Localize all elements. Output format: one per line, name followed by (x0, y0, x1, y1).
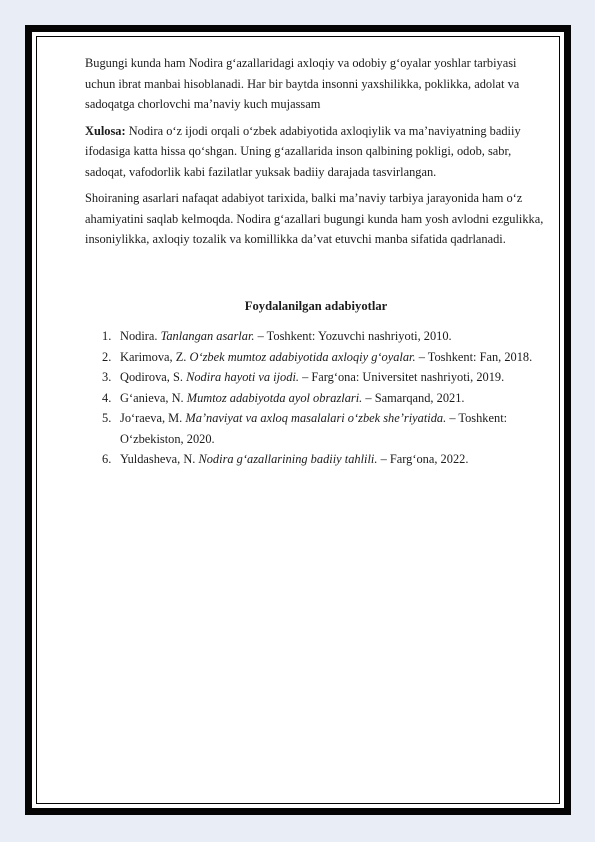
reference-item (85, 326, 547, 347)
reference-number: 3. (102, 370, 112, 384)
reference-publisher: – Farg‘ona, 2022. (377, 452, 469, 466)
reference-title: Nodira g‘azallarining badiiy tahlili. (198, 452, 378, 466)
reference-author: Jo‘raeva, M. (120, 411, 186, 425)
reference-publisher: – Toshkent: O‘zbekiston, 2020. (120, 411, 508, 446)
reference-item (85, 408, 547, 449)
reference-publisher: – Toshkent: Fan, 2018. (415, 349, 533, 364)
reference-title: O‘zbek mumtoz adabiyotida axloqiy g‘oyalar. (189, 349, 416, 364)
paragraph-text: Bugungi kunda ham Nodira g‘azallaridagi axloqiy va odobiy g‘oyalar yoshlar tarbiyasi uchun ibrat manbai hisoblanadi. Har bir baytda insonni yaxshilikka, poklikka, adolat va sadoqatga chorlovchi ma’naviy kuch mujassam (85, 56, 520, 111)
reference-author: Nodira. (120, 329, 161, 343)
paragraph-intro (85, 53, 547, 115)
reference-number: 5. (102, 411, 112, 425)
reference-title: Tanlangan asarlar. (160, 329, 255, 343)
paragraph-text: Shoiraning asarlari nafaqat adabiyot tarixida, balki ma’naviy tarbiya jarayonida ham o‘z ahamiyatini saqlab kelmoqda. Nodira g‘azallari bugungi kunda ham yosh avlodni ezgulikka, insoniylikka, axloqiy tozalik va komillikka da’vat etuvchi manba sifatida qadrlanadi. (85, 191, 544, 246)
reference-title: Nodira hayoti va ijodi. (186, 370, 299, 384)
reference-publisher: – Toshkent: Yozuvchi nashriyoti, 2010. (254, 329, 452, 343)
paragraph-conclusion (85, 121, 547, 183)
references-heading: Foydalanilgan adabiyotlar (244, 298, 388, 313)
reference-number: 1. (102, 329, 112, 343)
reference-number: 4. (102, 390, 112, 405)
reference-item (85, 347, 547, 368)
reference-number: 6. (102, 452, 112, 466)
document-body (85, 53, 547, 470)
paragraph-legacy (85, 188, 547, 250)
reference-author: Karimova, Z. (120, 349, 190, 364)
reference-publisher: – Samarqand, 2021. (362, 390, 465, 405)
reference-item (85, 388, 547, 409)
reference-author: Qodirova, S. (120, 370, 187, 384)
paragraph-text: Nodira o‘z ijodi orqali o‘zbek adabiyotida axloqiylik va ma’naviyatning badiiy ifodasiga katta hissa qo‘shgan. Uning g‘azallarida inson qalbining pokligi, odob, sabr, sadoqat, vafodorlik kabi fazilatlar yuksak badiiy darajada tasvirlangan. (85, 123, 521, 179)
reference-author: Yuldasheva, N. (120, 452, 199, 466)
conclusion-label: Xulosa: (85, 123, 126, 138)
section-spacer (85, 256, 547, 296)
reference-number: 2. (102, 349, 112, 364)
reference-title: Mumtoz adabiyotda ayol obrazlari. (186, 390, 363, 405)
references-list (85, 326, 547, 470)
reference-title: Ma’naviyat va axloq masalalari o‘zbek she’riyatida. (185, 411, 447, 425)
reference-publisher: – Farg‘ona: Universitet nashriyoti, 2019. (298, 370, 505, 384)
reference-author: G‘anieva, N. (120, 390, 187, 405)
reference-item (85, 449, 547, 470)
reference-item (85, 367, 547, 388)
